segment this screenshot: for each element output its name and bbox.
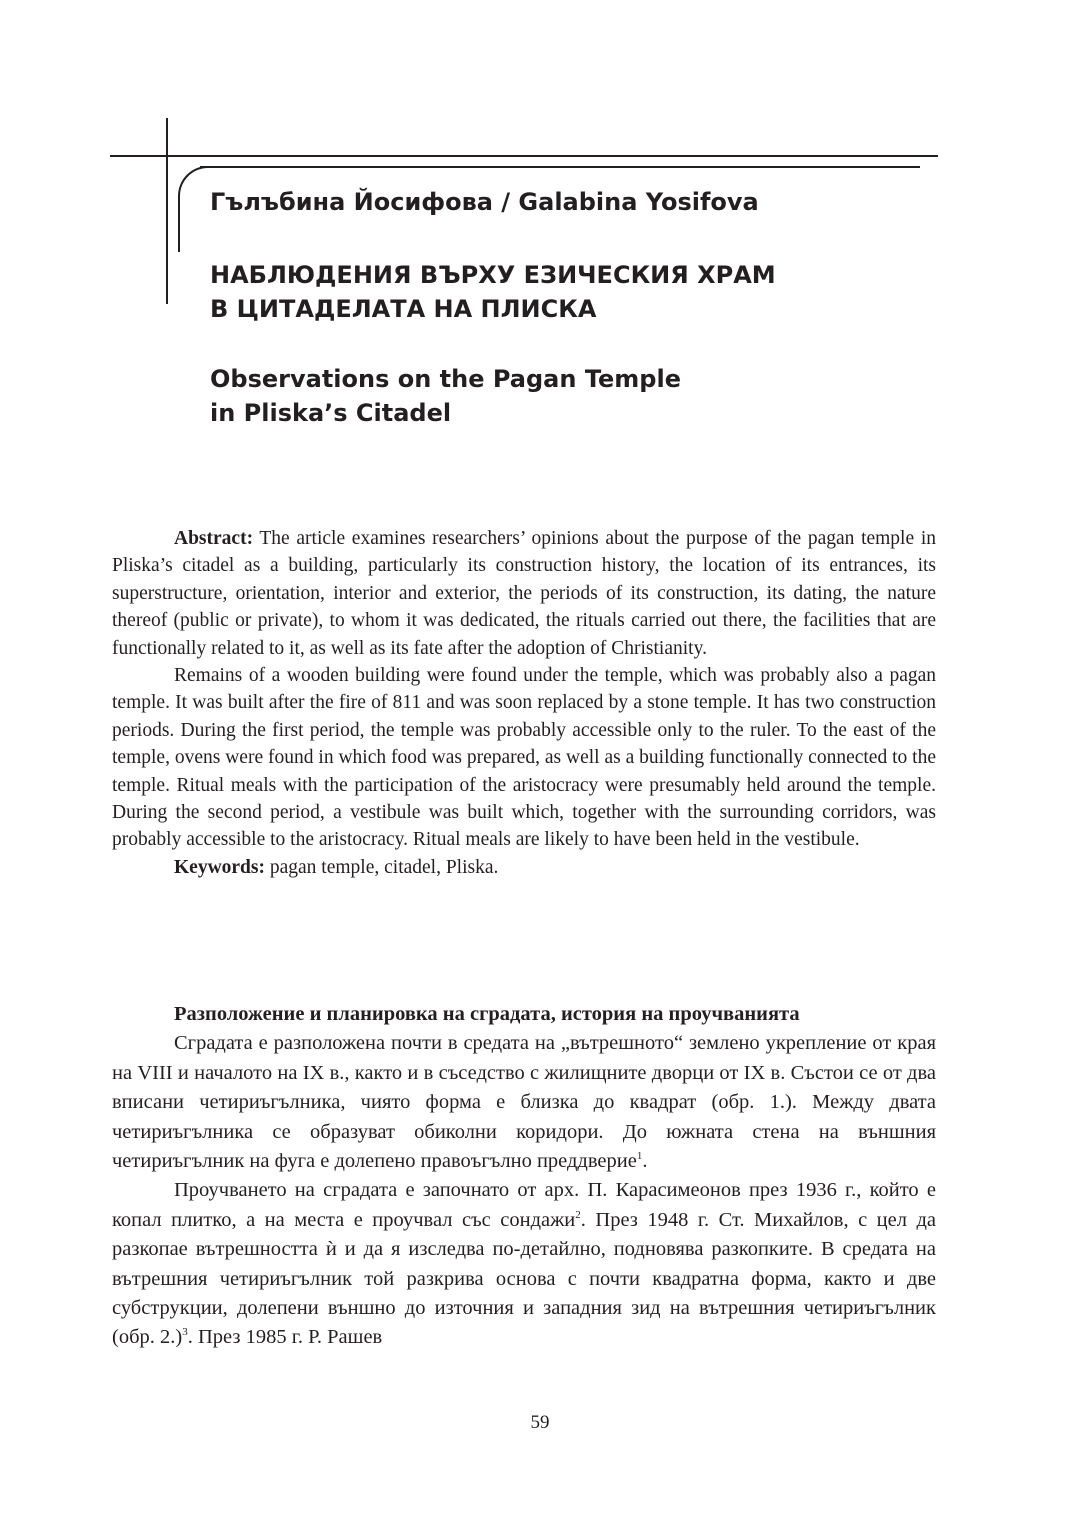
title-english [210,362,681,430]
body-paragraph-1 [112,1029,936,1176]
section-heading: Разположение и планировка на сградата, история на проучванията [174,1003,800,1025]
title-bulgarian-line-2: В ЦИТАДЕЛАТА НА ПЛИСКА [210,295,597,323]
body-section [112,1000,936,1353]
abstract-text: The article examines researchers’ opinions about the purpose of the pagan temple in Pliska’s citadel as a building, particularly its construction history, the location of its entrances, its superstructure, orientation, interior and exterior, the periods of its construction, its dating, the nature thereof (public or private), to whom it was dedicated, the rituals carried out there, the facilities that are functionally related to it, as well as its fate after the adoption of Christianity. [112,528,936,659]
body-paragraph-1-end: . [642,1150,648,1173]
title-bulgarian-line-1: НАБЛЮДЕНИЯ ВЪРХУ ЕЗИЧЕСКИЯ ХРАМ [210,261,776,289]
body-paragraph-2 [112,1176,936,1352]
title-bulgarian [210,258,776,326]
body-paragraph-1-text: Сградата е разположена почти в средата на „вътрешното“ землено укрепление от края на VIII и началото на IX в., както и в съседство с жилищните дворци от IX в. Състои се от два вписани четириъгълника, чиято форма е близка до квадрат (обр. 1.). Между двата четириъгълника се образуват обиколни коридори. До южната стена на външния четириъгълник на фуга е долепено правоъгълно преддверие [112,1032,936,1173]
abstract-paragraph-2: Remains of a wooden building were found under the temple, which was probably also a pagan temple. It was built after the fire of 811 and was soon replaced by a stone temple. It has two construction periods. During the first period, the temple was probably accessible only to the ruler. To the east of the temple, ovens were found in which food was prepared, as well as a building functionally connected to the temple. Ritual meals with the participation of the aristocracy were presumably held around the temple. During the second period, a vestibule was built which, together with the surrounding corridors, was probably accessible to the aristocracy. Ritual meals are likely to have been held in the vestibule. [112,665,936,851]
page-number: 59 [530,1412,550,1433]
crop-mark-horizontal [110,155,938,157]
keywords-line [112,854,936,881]
title-frame-line [200,166,920,168]
body-paragraph-2-text-a: Проучването на сградата е започнато от арх. П. Карасимеонов през 1936 г., който е копал плитко, а на места е проучвал със сондажи [112,1179,936,1231]
author-name: Гълъбина Йосифова / Galabina Yosifova [210,188,759,216]
footnote-ref-2[interactable]: 2 [575,1209,581,1222]
keywords-text: pagan temple, citadel, Pliska. [265,856,499,878]
body-paragraph-2-text-b: . През 1948 г. Ст. Михайлов, с цел да разкопае вътрешността ѝ и да я изследва по-детайлно, подновява разкопките. В средата на вътрешния четириъгълник той разкрива основа с почти квадратна форма, както и две субструкции, долепени външно до източния и западния зид на вътрешния четириъгълник (обр. 2.) [112,1208,936,1349]
abstract-paragraph-1 [112,525,936,662]
crop-mark-vertical [166,118,168,304]
footnote-ref-1[interactable]: 1 [636,1150,643,1163]
abstract-section [112,525,936,881]
title-english-line-1: Observations on the Pagan Temple [210,365,681,393]
body-paragraph-2-text-c: . През 1985 г. Р. Рашев [187,1326,383,1349]
footnote-ref-3[interactable]: 3 [182,1326,188,1339]
title-english-line-2: in Pliska’s Citadel [210,399,452,427]
abstract-label: Abstract: [174,528,254,549]
keywords-label: Keywords: [174,856,265,878]
